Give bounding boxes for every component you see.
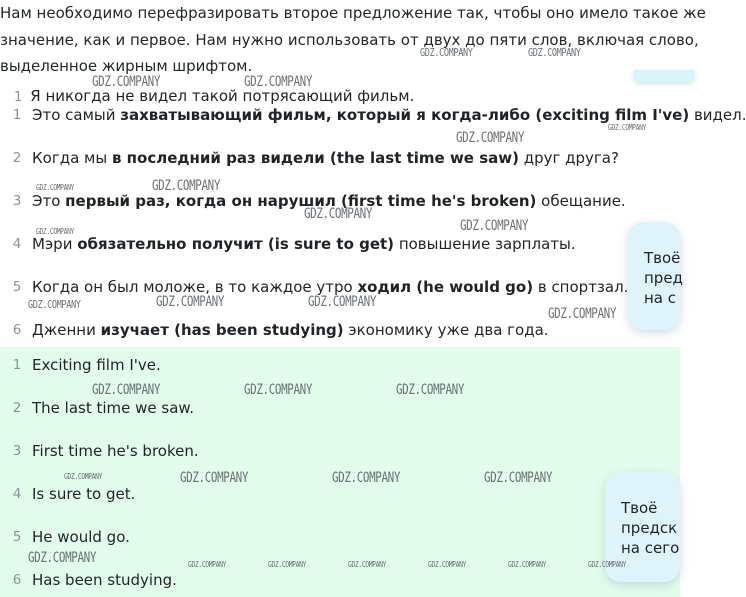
- answer-text: Is sure to get.: [32, 485, 136, 503]
- watermark: GDZ.COMPANY: [528, 46, 581, 59]
- watermark: GDZ.COMPANY: [36, 183, 74, 192]
- instruction-line: Нам необходимо перефразировать второе предложение так, чтобы оно имело такое же: [0, 4, 706, 22]
- bubble-line: на с: [644, 289, 677, 307]
- watermark: GDZ.COMPANY: [608, 123, 646, 132]
- sentence-number: 5: [12, 279, 22, 295]
- watermark: GDZ.COMPANY: [548, 306, 617, 322]
- sentence-number: 2: [12, 150, 22, 166]
- sentence-text-plain: повышение зарплаты.: [394, 235, 576, 253]
- watermark: GDZ.COMPANY: [180, 470, 249, 486]
- sentence-text-bold: захватывающий фильм, который я когда-либо (exciting film I've): [120, 106, 690, 124]
- watermark: GDZ.COMPANY: [508, 560, 546, 569]
- answer-text: He would go.: [32, 528, 130, 546]
- answer-text: Has been studying.: [32, 571, 177, 589]
- instruction-line: значение, как и первое. Нам нужно использовать от двух до пяти слов, включая слово,: [0, 30, 699, 49]
- sentence-text: [32, 319, 549, 341]
- watermark: GDZ.COMPANY: [420, 46, 473, 59]
- sentence-text-plain: видел.: [689, 106, 746, 124]
- sentence-text-plain: друг друга?: [518, 149, 619, 167]
- answer-number: 5: [12, 529, 22, 545]
- watermark: GDZ.COMPANY: [28, 550, 97, 566]
- watermark: GDZ.COMPANY: [456, 130, 525, 146]
- sentence-text-plain: Мэри: [32, 235, 78, 253]
- watermark: GDZ.COMPANY: [332, 470, 401, 486]
- answer-number: 6: [12, 572, 22, 588]
- sentence-text-bold: ходил (he would go): [357, 278, 534, 296]
- sentence-text: [32, 233, 576, 255]
- watermark: GDZ.COMPANY: [268, 560, 306, 569]
- chat-bubble-edge[interactable]: [634, 70, 694, 82]
- watermark: GDZ.COMPANY: [152, 178, 221, 194]
- sentence-text: [32, 147, 619, 169]
- answer-number: 2: [12, 400, 22, 416]
- watermark: GDZ.COMPANY: [428, 560, 466, 569]
- sentence-text-bold: обязательно получит (is sure to get): [77, 235, 395, 253]
- sentence-text-bold: в последний раз видели (the last time we saw): [111, 149, 519, 167]
- watermark: GDZ.COMPANY: [28, 298, 81, 311]
- watermark: GDZ.COMPANY: [64, 472, 102, 481]
- watermark: GDZ.COMPANY: [156, 294, 225, 310]
- bubble-line: Твоё: [621, 499, 658, 517]
- bubble-line: на сего: [621, 539, 680, 557]
- watermark: GDZ.COMPANY: [304, 206, 373, 222]
- watermark: GDZ.COMPANY: [396, 382, 465, 398]
- bubble-line: Твоё: [644, 249, 681, 267]
- watermark: GDZ.COMPANY: [348, 560, 386, 569]
- sentence-number: 3: [12, 193, 22, 209]
- sentence-text-plain: Это: [32, 192, 66, 210]
- sentence-text-plain: Когда мы: [32, 149, 112, 167]
- watermark: GDZ.COMPANY: [36, 227, 74, 236]
- watermark: GDZ.COMPANY: [308, 294, 377, 310]
- answer-number: 1: [12, 357, 22, 373]
- instruction-line: выделенное жирным шрифтом.: [0, 57, 253, 75]
- watermark: GDZ.COMPANY: [92, 74, 161, 90]
- sentence-number: 1: [12, 107, 22, 123]
- watermark: GDZ.COMPANY: [244, 74, 313, 90]
- sentence-text-bold: первый раз, когда он нарушил (first time he's broken): [65, 192, 537, 210]
- answer-number: 3: [12, 443, 22, 459]
- watermark: GDZ.COMPANY: [244, 382, 313, 398]
- watermark: GDZ.COMPANY: [460, 218, 529, 234]
- answer-text: The last time we saw.: [32, 399, 195, 417]
- sentence-text-bold: изучает (has been studying): [100, 321, 344, 339]
- bubble-line: предск: [621, 519, 678, 537]
- sentence-text: Я никогда не видел такой потрясающий фильм.: [30, 87, 415, 105]
- sentence-number: 4: [12, 236, 22, 252]
- sentence-text-plain: в спортзал.: [533, 278, 629, 296]
- sentence-text-plain: Дженни: [32, 321, 101, 339]
- sentence-text-plain: экономику уже два года.: [343, 321, 549, 339]
- watermark: GDZ.COMPANY: [188, 560, 226, 569]
- sentence-number: 1: [14, 90, 23, 105]
- example-sentence-partially-hidden: [14, 86, 415, 105]
- watermark: GDZ.COMPANY: [92, 382, 161, 398]
- sentence-number: 6: [12, 322, 22, 338]
- watermark: GDZ.COMPANY: [484, 470, 553, 486]
- answer-text: Exciting film I've.: [32, 356, 161, 374]
- sentence-text-plain: Это самый: [32, 106, 121, 124]
- sentence-text-plain: обещание.: [536, 192, 626, 210]
- task-instructions: [0, 0, 706, 80]
- sentence-text-plain: Когда он был моложе, в то каждое утро: [32, 278, 358, 296]
- watermark: GDZ.COMPANY: [588, 560, 626, 569]
- bubble-line: пред: [644, 269, 683, 287]
- answer-text: First time he's broken.: [32, 442, 199, 460]
- answer-number: 4: [12, 486, 22, 502]
- fortune-chat-bubble[interactable]: [628, 222, 683, 330]
